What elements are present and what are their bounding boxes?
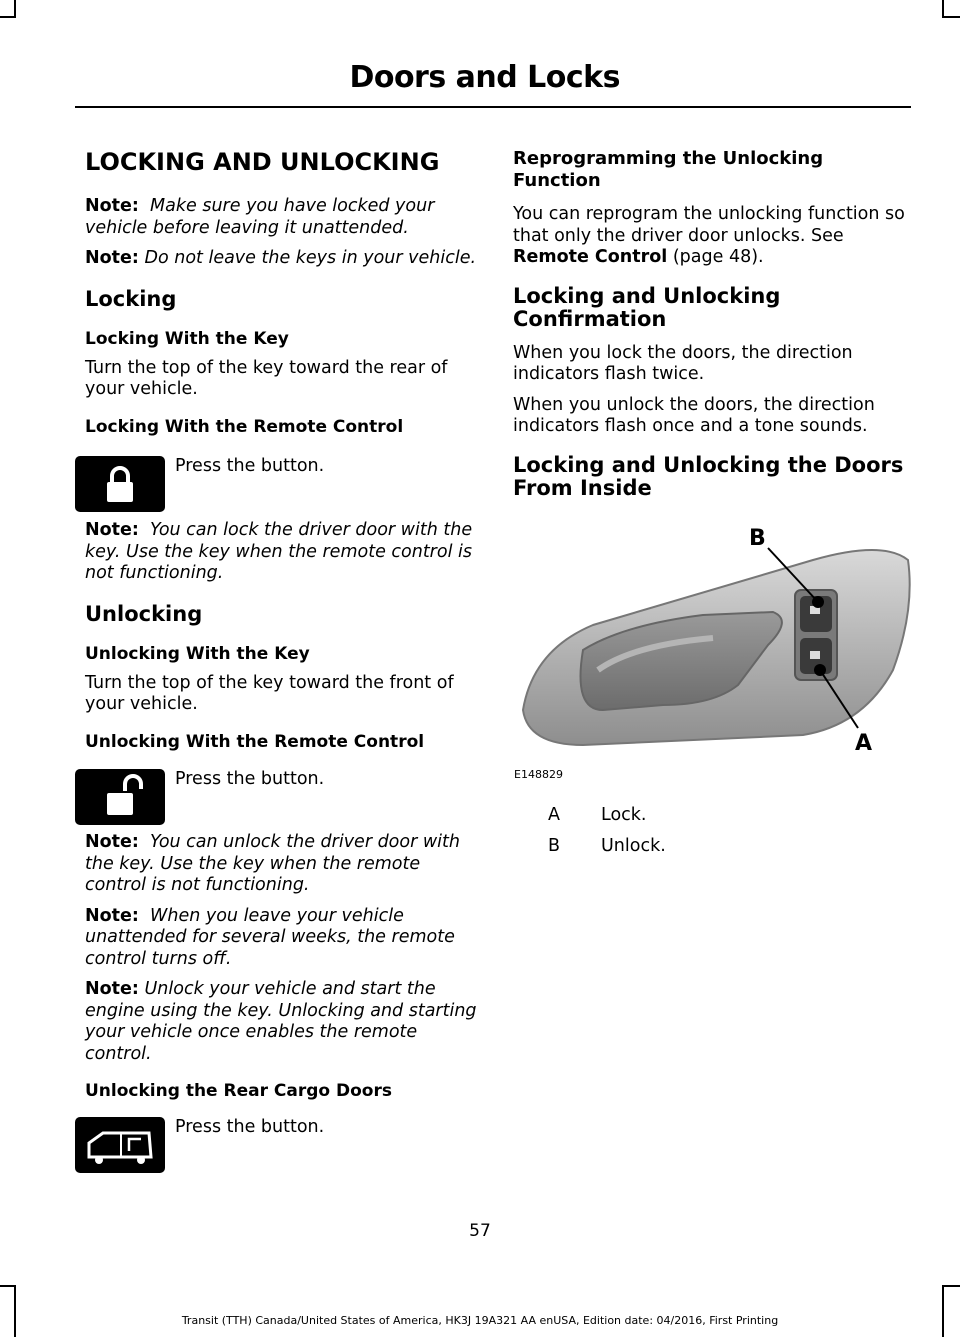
subheading-locking: Locking [85, 286, 177, 311]
page-number: 57 [469, 1221, 491, 1241]
note: Note: You can unlock the driver door with the key. Use the key when the remote control is not functioning. [85, 832, 460, 895]
paragraph: You can reprogram the unlocking function so that only the driver door unlocks. See Remote Control (page 48). [513, 204, 905, 267]
callout-label-a: A [855, 731, 873, 756]
paragraph: Press the button. [175, 769, 325, 789]
subsubheading: Unlocking the Rear Cargo Doors [85, 1081, 392, 1101]
paragraph: Press the button. [175, 1117, 325, 1137]
page-title: Doors and Locks [349, 60, 620, 95]
paragraph: Turn the top of the key toward the front of your vehicle. [85, 672, 454, 714]
footer-text: Transit (TTH) Canada/United States of America, HK3J 19A321 AA enUSA, Edition date: 04/2016, First Printing [181, 1314, 779, 1327]
note: Note: When you leave your vehicle unattended for several weeks, the remote control turns off. [85, 905, 455, 969]
door-handle-illustration [513, 520, 913, 760]
paragraph: When you unlock the doors, the direction indicators flash once and a tone sounds. [513, 394, 875, 436]
lock-icon [75, 456, 165, 512]
callout-label-b: B [749, 526, 766, 551]
paragraph: When you lock the doors, the direction indicators flash twice. [513, 342, 853, 384]
subsubheading: Locking With the Remote Control [85, 416, 404, 437]
right-column [513, 148, 913, 500]
paragraph: Press the button. [175, 456, 325, 476]
crop-mark [0, 16, 16, 18]
crop-mark [942, 16, 960, 18]
note: Note: You can lock the driver door with the key. Use the key when the remote control is not functioning. [85, 520, 473, 583]
subsubheading: Reprogramming the Unlocking Function [513, 148, 824, 191]
legend-key: B [548, 836, 561, 856]
subheading: Locking and Unlocking Confirmation [513, 283, 781, 331]
cross-reference-link[interactable]: Remote Control [513, 247, 668, 267]
subheading-unlocking: Unlocking [85, 601, 203, 626]
crop-mark [942, 1285, 944, 1337]
crop-mark [14, 1285, 16, 1337]
header-rule [75, 106, 911, 108]
note: Note: Unlock your vehicle and start the engine using the key. Unlocking and starting your vehicle once enables the remote control. [85, 979, 477, 1064]
subsubheading: Unlocking With the Key [85, 643, 310, 664]
paragraph: Turn the top of the key toward the rear of your vehicle. [85, 357, 448, 399]
lock-button-image [75, 456, 165, 512]
left-column-cont2 [85, 832, 480, 1101]
legend-value: Unlock. [601, 836, 666, 856]
legend-key: A [548, 805, 560, 825]
section-heading: LOCKING AND UNLOCKING [85, 148, 440, 176]
left-column [85, 148, 480, 437]
van-rear-doors-icon [75, 1117, 165, 1173]
unlock-button-image [75, 769, 165, 825]
subsubheading: Unlocking With the Remote Control [85, 731, 425, 752]
subsubheading: Locking With the Key [85, 328, 289, 349]
figure-code: E148829 [514, 768, 563, 781]
cargo-button-image [75, 1117, 165, 1173]
legend-value: Lock. [601, 805, 647, 825]
unlock-icon [75, 769, 165, 825]
note: Note: Do not leave the keys in your vehicle. [85, 248, 477, 268]
left-column-cont [85, 520, 480, 752]
subheading: Locking and Unlocking the Doors From Inside [513, 452, 904, 500]
crop-mark [942, 1285, 960, 1287]
note: Note: Make sure you have locked your vehicle before leaving it unattended. [85, 196, 435, 238]
